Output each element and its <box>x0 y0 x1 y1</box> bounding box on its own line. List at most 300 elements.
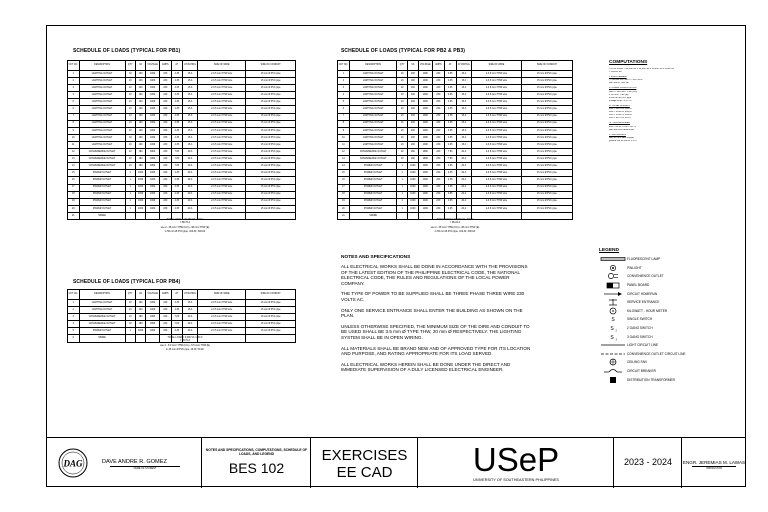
legend-label: DISTRIBUTION TRANSFORMER <box>627 377 675 382</box>
table-cell: 15 mm Ø PVC pipe <box>521 127 572 134</box>
table-cell: 10 <box>397 113 408 120</box>
table-row <box>338 127 573 134</box>
table-cell: 10 <box>125 307 135 314</box>
table-cell: 2-3.5 mm² THW wire <box>198 170 246 177</box>
table-header-cell: VA <box>135 290 145 300</box>
table-cell: 15 A <box>183 141 198 148</box>
legend-row <box>599 272 739 281</box>
table-row <box>338 141 573 148</box>
table-cell: 2-3.5 mm² THW wire <box>472 156 522 163</box>
table-cell: 18 <box>338 191 350 198</box>
table-cell: 14 <box>338 163 350 170</box>
table-cell: 2-3.5 mm² THW wire <box>472 170 522 177</box>
table-cell: 4.35 <box>171 205 183 212</box>
table-cell: 10 <box>125 113 135 120</box>
table-cell: 230 <box>432 177 444 184</box>
legend-label: CIRCUIT HOMERUN <box>627 291 658 296</box>
table-cell: 4.35 <box>444 92 456 99</box>
table-cell: 2-3.5 mm² THW wire <box>198 71 246 78</box>
table-cell: 10 <box>125 92 135 99</box>
table-cell: 230 <box>160 328 172 335</box>
table-cell: 1000 <box>408 177 419 184</box>
table-header-row <box>68 290 296 300</box>
table-row <box>338 163 573 170</box>
table-cell: 15 A <box>183 106 198 113</box>
table-cell: 15 A <box>456 141 471 148</box>
university-abbr: USeP <box>472 441 560 478</box>
table-cell: 1000 <box>408 163 419 170</box>
three-gang-switch-icon <box>599 333 627 341</box>
table-cell: 230 <box>432 134 444 141</box>
table-cell: 1 <box>397 184 408 191</box>
table-row <box>338 191 573 198</box>
title-block-sheet-cell <box>202 438 311 488</box>
totals-line: TOTAL LOAD = 19,600 VA / 230 V <box>436 218 474 221</box>
panel-board-icon <box>599 281 627 289</box>
table-cell: 5 <box>338 99 350 106</box>
table-cell: 17 <box>338 184 350 191</box>
table-cell: 1000 <box>146 198 160 205</box>
table-row <box>68 307 296 314</box>
table-cell: 21 <box>68 212 80 219</box>
schedule-pb2-title: SCHEDULE OF LOADS (TYPICAL FOR PB2 & PB3) <box>341 48 466 54</box>
table-cell: 1000 <box>146 191 160 198</box>
ceiling-fan-icon <box>599 358 627 366</box>
table-row <box>338 120 573 127</box>
table-cell: 10 <box>125 78 135 85</box>
table-cell: LIGHTING OUTLET <box>349 141 396 148</box>
table-cell: 13 <box>68 156 80 163</box>
table-cell: 14 <box>68 163 80 170</box>
table-cell: 15 A <box>456 85 471 92</box>
table-cell: 15 A <box>456 120 471 127</box>
table-cell: 180 <box>135 149 145 156</box>
table-cell: 15 A <box>456 134 471 141</box>
computation-line: I = 66,200 VA / 230 V = 287.83 A <box>609 79 643 82</box>
table-cell: 15 mm Ø PVC pipe <box>521 106 572 113</box>
table-cell: 15 A <box>183 120 198 127</box>
table-cell: 230 <box>432 92 444 99</box>
table-cell: 230 <box>160 149 172 156</box>
table-cell: 10 <box>125 120 135 127</box>
table-cell: 1 <box>68 71 80 78</box>
totals-line: = 88.70 A <box>179 221 191 225</box>
table-cell: 1000 <box>418 113 432 120</box>
computation-line: PB1 = 88.70 A, 100 AT <box>609 108 633 111</box>
table-cell: POWER OUTLET <box>79 328 125 335</box>
table-header-cell: AMPS <box>160 290 172 300</box>
table-cell: 1000 <box>135 205 145 212</box>
table-cell: 9 <box>68 127 80 134</box>
circuit-homerun-icon <box>599 290 627 298</box>
table-cell: 15 A <box>183 134 198 141</box>
table-cell: 5 <box>68 328 80 335</box>
table-cell: 4.35 <box>444 177 456 184</box>
table-cell: POWER OUTLET <box>349 184 396 191</box>
table-cell: 4.35 <box>444 78 456 85</box>
legend-label: KILOWATT - HOUR METER <box>627 308 668 313</box>
table-cell: 1000 <box>418 134 432 141</box>
table-cell: 4.35 <box>171 92 183 99</box>
table-cell: 1000 <box>146 328 160 335</box>
table-cell: 15 mm Ø PVC pipe <box>521 170 572 177</box>
table-cell: 230 <box>432 170 444 177</box>
table-cell: 21 <box>338 212 350 219</box>
table-cell: LIGHTING OUTLET <box>349 71 396 78</box>
table-cell: 4.35 <box>444 134 456 141</box>
table-cell: 18 <box>68 191 80 198</box>
table-cell: 4.35 <box>171 106 183 113</box>
table-cell: CONVENIENCE OUTLET <box>79 163 125 170</box>
table-cell: 2-3.5 mm² THW wire <box>198 307 246 314</box>
table-cell: 1000 <box>418 120 432 127</box>
table-cell: 20 A <box>456 170 471 177</box>
computation-line: PB4 = 28.70 A, 40 AT <box>609 117 631 120</box>
table-header-cell: SIZE OF WIRE <box>472 61 522 71</box>
table-cell: 100 <box>408 134 419 141</box>
table-cell: 10 <box>397 106 408 113</box>
table-cell: POWER OUTLET <box>79 205 125 212</box>
schedule-pb4-table <box>67 289 296 343</box>
table-cell: 15 mm Ø PVC pipe <box>246 321 296 328</box>
table-cell: 15 mm Ø PVC pipe <box>521 120 572 127</box>
table-header-cell: SIZE OF WIRE <box>198 290 246 300</box>
table-cell: 15 mm Ø PVC pipe <box>246 71 296 78</box>
legend-label: PANEL BOARD <box>627 283 650 288</box>
table-cell: 4.35 <box>444 127 456 134</box>
table-cell: 1000 <box>418 163 432 170</box>
table-cell: 100 <box>135 71 145 78</box>
svg-text:3: 3 <box>615 338 617 341</box>
computation-line: use 100 kVA transformer <box>609 128 635 131</box>
table-cell: 100 <box>135 120 145 127</box>
table-cell: 15 mm Ø PVC pipe <box>246 106 296 113</box>
table-cell: 4.35 <box>444 85 456 92</box>
table-header-cell: VOLTAGE <box>418 61 432 71</box>
table-cell: 4.35 <box>171 99 183 106</box>
table-cell: 20 A <box>183 177 198 184</box>
table-cell: 100 <box>135 78 145 85</box>
table-cell: 20 <box>68 205 80 212</box>
table-cell: 15 mm Ø PVC pipe <box>521 78 572 85</box>
table-cell: 2-3.5 mm² THW wire <box>198 120 246 127</box>
student-name: DAVE ANDRE R. GOMEZ <box>102 459 167 465</box>
table-cell: 4 <box>338 92 350 99</box>
computations-lines <box>609 68 735 143</box>
table-cell: 230 <box>160 120 172 127</box>
table-cell: 180 <box>408 156 419 163</box>
table-cell: 1000 <box>135 170 145 177</box>
table-cell: 1000 <box>146 71 160 78</box>
table-cell: 20 A <box>183 163 198 170</box>
table-cell: 1000 <box>146 134 160 141</box>
table-cell: 2-3.5 mm² THW wire <box>198 163 246 170</box>
schedule-pb4-title: SCHEDULE OF LOADS (TYPICAL FOR PB4) <box>73 279 181 285</box>
table-cell: 1000 <box>146 120 160 127</box>
table-cell: 1000 <box>418 177 432 184</box>
table-row <box>68 184 296 191</box>
table-header-cell: AT RATING <box>183 290 198 300</box>
table-cell: 10 <box>397 120 408 127</box>
table-cell: 1800 <box>146 149 160 156</box>
table-cell: 10 <box>397 92 408 99</box>
table-cell: 1000 <box>418 92 432 99</box>
table-cell: LIGHTING OUTLET <box>79 300 125 307</box>
table-cell: 15 mm Ø PVC pipe <box>521 85 572 92</box>
table-cell: 15 mm Ø PVC pipe <box>246 120 296 127</box>
table-cell: 1000 <box>135 184 145 191</box>
distribution-transformer-icon <box>599 376 627 384</box>
table-header-cell: DESCRIPTION <box>79 290 125 300</box>
table-cell: 15 mm Ø PVC pipe <box>246 78 296 85</box>
table-cell: LIGHTING OUTLET <box>79 92 125 99</box>
table-row <box>68 156 296 163</box>
table-cell: 10 <box>397 71 408 78</box>
table-cell: 4 <box>68 92 80 99</box>
table-cell: 4.35 <box>171 85 183 92</box>
table-cell: 6 <box>68 335 80 342</box>
table-cell: 10 <box>397 156 408 163</box>
table-cell: 2-3.5 mm² THW wire <box>198 314 246 321</box>
table-cell: 230 <box>160 300 172 307</box>
schedule-pb1-table <box>67 60 296 220</box>
table-cell: 16 <box>68 177 80 184</box>
table-header-cell: CKT NO. <box>68 61 80 71</box>
table-row <box>338 85 573 92</box>
table-cell: 1 <box>338 71 350 78</box>
table-cell: 1000 <box>408 191 419 198</box>
legend-row <box>599 329 739 341</box>
table-header-cell: VOLTAGE <box>146 290 160 300</box>
table-cell: 20 A <box>183 321 198 328</box>
table-cell: 15 mm Ø PVC pipe <box>246 300 296 307</box>
legend-row <box>599 341 739 350</box>
table-cell: POWER OUTLET <box>79 198 125 205</box>
table-row <box>68 106 296 113</box>
table-cell: 20 A <box>456 156 471 163</box>
table-cell: 10 <box>397 134 408 141</box>
table-cell: 4.35 <box>171 127 183 134</box>
table-cell: LIGHTING OUTLET <box>349 120 396 127</box>
table-cell: 7.83 <box>171 149 183 156</box>
table-cell: 15 mm Ø PVC pipe <box>246 328 296 335</box>
table-cell: 230 <box>160 184 172 191</box>
table-cell: 100 <box>135 113 145 120</box>
notes-title: NOTES AND SPECIFICATIONS <box>341 255 411 260</box>
table-cell: 230 <box>160 134 172 141</box>
table-cell: 230 <box>432 156 444 163</box>
table-row <box>338 134 573 141</box>
table-cell: 4.35 <box>444 184 456 191</box>
table-cell: 1000 <box>408 170 419 177</box>
table-cell: 230 <box>160 113 172 120</box>
table-cell: 15 A <box>456 78 471 85</box>
table-cell: LIGHTING OUTLET <box>349 92 396 99</box>
table-cell: 230 <box>432 71 444 78</box>
table-cell: 100 <box>135 99 145 106</box>
table-cell: 1000 <box>146 113 160 120</box>
table-cell: LIGHTING OUTLET <box>79 127 125 134</box>
table-cell: 4.35 <box>444 191 456 198</box>
table-cell: 20 A <box>456 198 471 205</box>
table-cell: 2-3.5 mm² THW wire <box>472 184 522 191</box>
table-cell: 1000 <box>146 300 160 307</box>
table-cell: 1 <box>125 170 135 177</box>
table-cell: 2-3.5 mm² THW wire <box>472 149 522 156</box>
table-cell: 19 <box>68 198 80 205</box>
table-cell: POWER OUTLET <box>349 163 396 170</box>
notes-and-specifications <box>341 255 531 378</box>
table-cell: 15 A <box>183 300 198 307</box>
legend-row <box>599 367 739 376</box>
exercise-title: EXERCISES <box>321 447 408 464</box>
table-cell: 4.35 <box>444 99 456 106</box>
table-cell: 15 A <box>183 78 198 85</box>
table-cell: 2-3.5 mm² THW wire <box>198 85 246 92</box>
table-cell: 15 A <box>183 85 198 92</box>
table-row <box>68 163 296 170</box>
legend-row <box>599 289 739 298</box>
computation-line: PB3 = 85.22 A, 100 AT <box>609 114 633 117</box>
convenience-outlet-circuit-line-icon <box>599 350 627 358</box>
table-cell: 180 <box>135 321 145 328</box>
table-cell: 1000 <box>146 177 160 184</box>
table-cell: 100 <box>135 85 145 92</box>
table-header-cell: DESCRIPTION <box>79 61 125 71</box>
table-cell: 7.83 <box>171 321 183 328</box>
table-cell: 4 <box>68 321 80 328</box>
table-cell: 20 <box>338 205 350 212</box>
table-cell: 2-3.5 mm² THW wire <box>472 120 522 127</box>
table-cell: 4.35 <box>444 71 456 78</box>
computation-line: use 300 AT, 400 AF <box>609 82 629 85</box>
totals-line: in 25 mm Ø PVC pipe, 40 AT, 50 AF <box>166 347 204 351</box>
table-cell: LIGHTING OUTLET <box>79 85 125 92</box>
service-entrance-icon <box>599 298 627 306</box>
table-cell: 20 A <box>183 170 198 177</box>
table-row <box>68 127 296 134</box>
table-row <box>68 328 296 335</box>
table-cell: 2-3.5 mm² THW wire <box>198 106 246 113</box>
table-cell: 4.35 <box>171 191 183 198</box>
table-cell: 100 <box>135 127 145 134</box>
table-cell: 15 mm Ø PVC pipe <box>246 156 296 163</box>
computation-line: ground rod 16 mm Ø x 3 m <box>609 139 637 142</box>
table-cell: 15 A <box>183 71 198 78</box>
table-cell: 4.35 <box>444 163 456 170</box>
table-cell: 1000 <box>146 170 160 177</box>
table-cell: 15 mm Ø PVC pipe <box>246 127 296 134</box>
table-cell: 15 mm Ø PVC pipe <box>246 198 296 205</box>
table-cell: 15 mm Ø PVC pipe <box>246 134 296 141</box>
table-cell: 1 <box>397 163 408 170</box>
light-circuit-line-icon <box>599 341 627 349</box>
table-cell: 15 mm Ø PVC pipe <box>246 307 296 314</box>
totals-line: use 2 - 8.0 mm² THW (CU) + 5.5 mm² THW (E) <box>160 344 210 348</box>
table-cell: 1000 <box>146 141 160 148</box>
table-cell: 10 <box>125 149 135 156</box>
table-cell: 15 mm Ø PVC pipe <box>246 170 296 177</box>
legend-label: CEILING FAN <box>627 360 647 365</box>
table-cell: 230 <box>160 71 172 78</box>
table-cell: 1000 <box>418 71 432 78</box>
table-cell: 11 <box>338 141 350 148</box>
table-cell: 100 <box>135 300 145 307</box>
table-header-cell: VOLTAGE <box>146 61 160 71</box>
computation-line: = 66,200 VA <box>609 71 622 74</box>
table-cell: 2-3.5 mm² THW wire <box>198 99 246 106</box>
table-cell: 3 <box>68 314 80 321</box>
table-cell: 230 <box>432 198 444 205</box>
table-cell: 1000 <box>418 205 432 212</box>
table-header-cell: SIZE OF CONDUIT <box>246 61 296 71</box>
table-cell: 1000 <box>146 106 160 113</box>
convenience-outlet-icon <box>599 272 627 280</box>
two-gang-switch-icon <box>599 324 627 332</box>
table-header-cell: AT <box>171 290 183 300</box>
table-cell: 230 <box>160 99 172 106</box>
table-cell: 15 mm Ø PVC pipe <box>521 205 572 212</box>
legend-title: LEGEND <box>599 248 619 253</box>
table-cell: CONVENIENCE OUTLET <box>79 149 125 156</box>
svg-text:S: S <box>611 317 615 324</box>
totals-line: TOTAL LOAD = 20,400 VA / 230 V <box>166 218 204 221</box>
table-cell: 230 <box>160 85 172 92</box>
legend-row <box>599 298 739 307</box>
table-cell: LIGHTING OUTLET <box>349 134 396 141</box>
table-row <box>68 170 296 177</box>
table-cell: 1000 <box>146 184 160 191</box>
totals-line: TOTAL LOAD = 6,600 VA / 230 V <box>167 336 203 339</box>
table-header-cell: SIZE OF CONDUIT <box>246 290 296 300</box>
table-cell: 1800 <box>146 156 160 163</box>
table-cell: 12 <box>338 149 350 156</box>
table-cell: 2-3.5 mm² THW wire <box>198 127 246 134</box>
table-cell: 1000 <box>146 127 160 134</box>
table-cell: 1000 <box>418 85 432 92</box>
table-cell: CONVENIENCE OUTLET <box>349 149 396 156</box>
table-cell: 10 <box>68 134 80 141</box>
table-cell: 1800 <box>418 149 432 156</box>
totals-line: in 50 mm Ø PVC pipe, 100 AT, 300 AF <box>164 229 206 233</box>
table-cell: CONVENIENCE OUTLET <box>79 314 125 321</box>
totals-line: = 28.70 A <box>179 339 191 343</box>
table-cell: 2-3.5 mm² THW wire <box>472 141 522 148</box>
computation-line: voltage drop = 2.07 % <box>609 99 632 102</box>
table-cell: 180 <box>408 149 419 156</box>
table-cell: 15 mm Ø PVC pipe <box>521 191 572 198</box>
table-cell: 10 <box>397 85 408 92</box>
title-block-exercise-cell <box>311 438 418 488</box>
table-cell: 7 <box>338 113 350 120</box>
table-cell: 4.35 <box>171 134 183 141</box>
table-cell: 230 <box>160 156 172 163</box>
note-item: ALL ELECTRICAL WORKS HEREIN SHALL BE DONE UNDER THE DIRECT AND IMMEDIATE SUPERVISION OF A DULY LICENSED ELECTRICAL ENGINEER. <box>341 361 511 373</box>
sheet-contents: NOTES AND SPECIFICATIONS, COMPUTATIONS, SCHEDULE OF LOADS, AND LEGEND <box>205 448 308 456</box>
table-cell: 100 <box>408 127 419 134</box>
table-cell: 15 mm Ø PVC pipe <box>246 149 296 156</box>
table-row <box>338 156 573 163</box>
title-block-instructor-cell <box>682 438 746 488</box>
legend-row <box>599 315 739 324</box>
table-cell: 1000 <box>146 92 160 99</box>
table-cell: LIGHTING OUTLET <box>349 85 396 92</box>
table-cell: 2-3.5 mm² THW wire <box>472 71 522 78</box>
table-cell: 20 A <box>183 149 198 156</box>
student-caption: NAME OF STUDENT <box>110 466 180 470</box>
table-header-cell: SIZE OF WIRE <box>198 61 246 71</box>
table-header-cell: VA <box>408 61 419 71</box>
